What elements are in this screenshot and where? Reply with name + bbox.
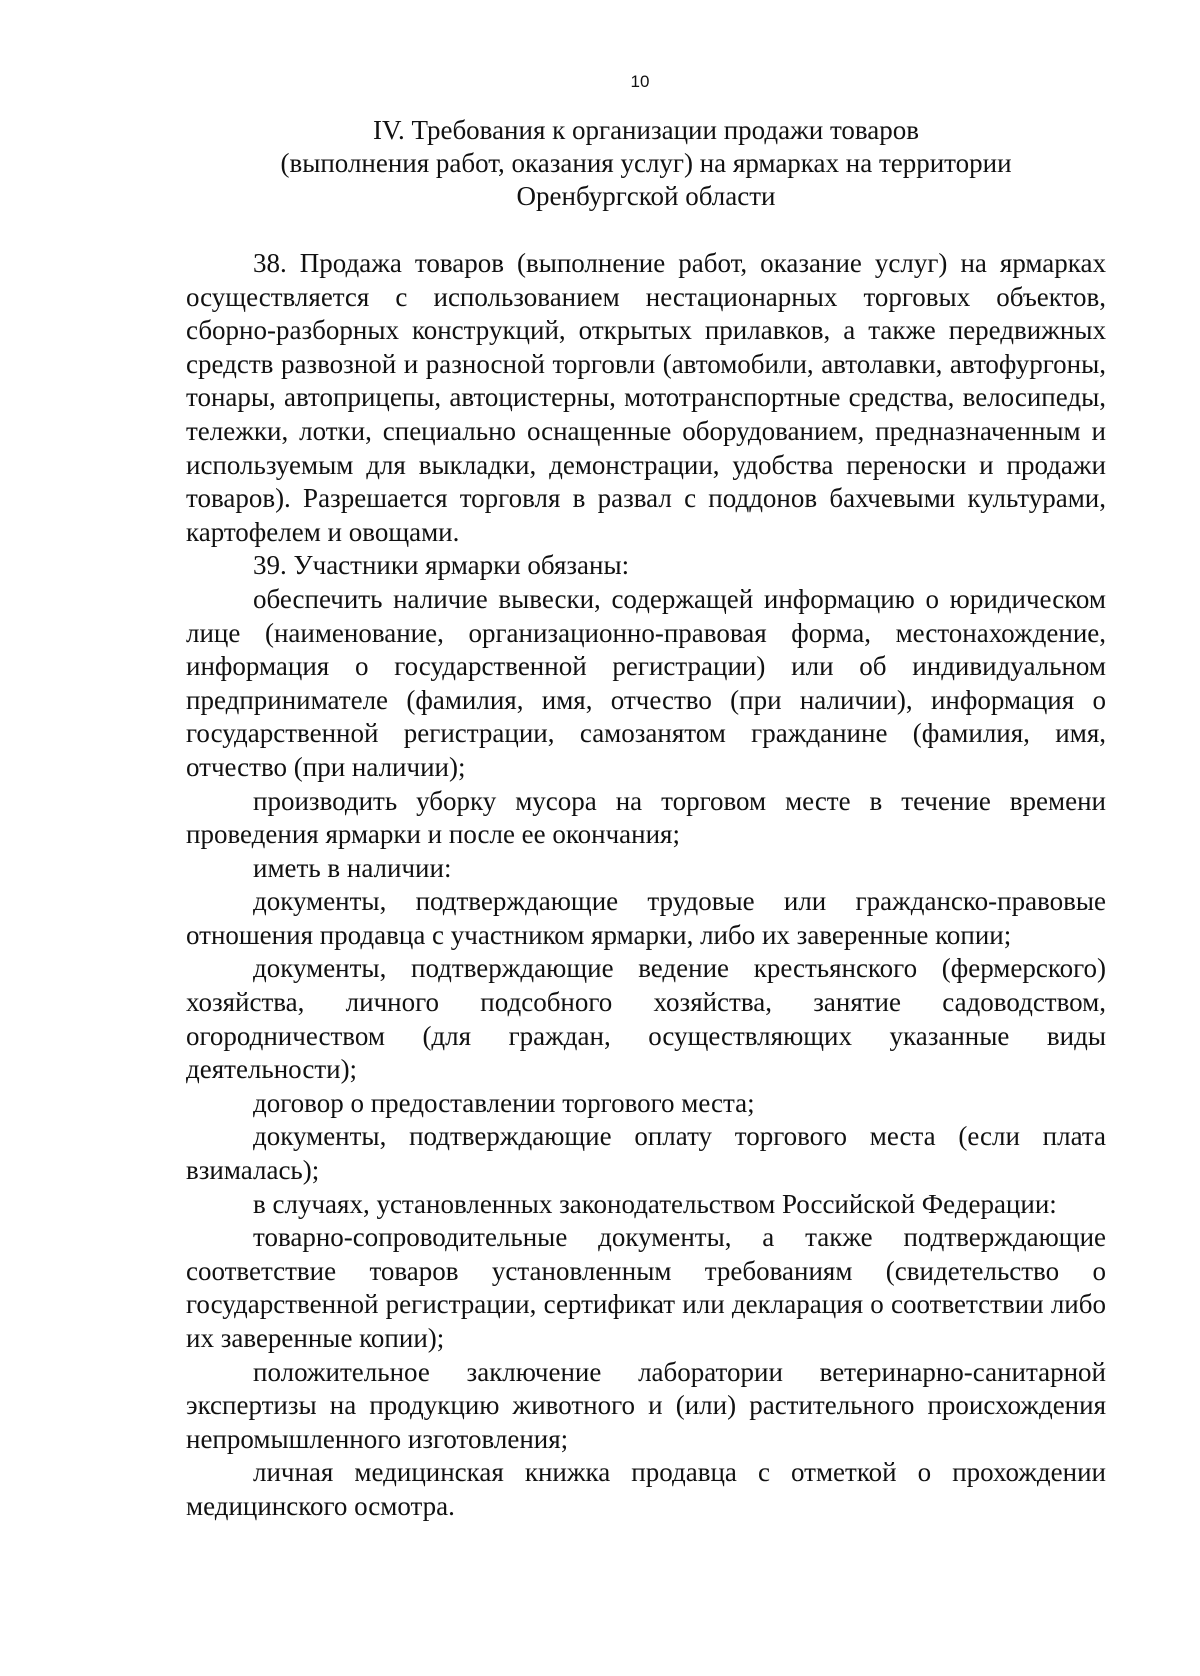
paragraph-place-agreement: договор о предоставлении торгового места;: [253, 1087, 755, 1118]
paragraph-farm-documents: документы, подтверждающие ведение крестьянского (фермерского) хозяйства, личного подсобного хозяйства, занятие садоводством, огородничеством (для граждан, осуществляющих указанные виды деятельности);: [186, 953, 1106, 1085]
section-heading: [186, 114, 1106, 213]
page-number: 10: [630, 72, 650, 91]
paragraph-payment-documents: документы, подтверждающие оплату торгового места (если плата взималась);: [186, 1121, 1106, 1186]
paragraph-labor-documents: документы, подтверждающие трудовые или гражданско-правовые отношения продавца с участником ярмарки, либо их заверенные копии;: [186, 886, 1106, 950]
paragraph-have-available: иметь в наличии:: [253, 852, 452, 883]
paragraph-39: 39. Участники ярмарки обязаны:: [253, 550, 630, 581]
paragraph-shipping-documents: товарно-сопроводительные документы, а также подтверждающие соответствие товаров установленным требованиям (свидетельство о государственной регистрации, сертификат или декларация о соответствии либо их заверенные копии);: [186, 1222, 1106, 1353]
paragraph-medical-book: личная медицинская книжка продавца с отметкой о прохождении медицинского осмотра.: [186, 1457, 1106, 1521]
paragraph-cleanup: производить уборку мусора на торговом месте в течение времени проведения ярмарки и после ее окончания;: [186, 785, 1106, 850]
document-body: [186, 247, 1106, 1524]
section-heading-line-3: Оренбургской области: [516, 181, 776, 211]
paragraph-38: 38. Продажа товаров (выполнение работ, оказание услуг) на ярмарках осуществляется с использованием нестационарных торговых объектов, сборно-разборных конструкций, открытых прилавков, а также передвижных средств развозной и разносной торговли (автомобили, автолавки, автофургоны, тонары, автоприцепы, автоцистерны, мототранспортные средства, велосипеды, тележки, лотки, специально оснащенные оборудованием, предназначенным и используемым для выкладки, демонстрации, удобства переноски и продажи товаров). Разрешается торговля в развал с поддонов бахчевыми культурами, картофелем и овощами.: [186, 248, 1106, 547]
paragraph-legal-cases: в случаях, установленных законодательством Российской Федерации:: [253, 1188, 1057, 1219]
section-heading-line-2: (выполнения работ, оказания услуг) на ярмарках на территории: [280, 148, 1012, 178]
section-heading-line-1: IV. Требования к организации продажи товаров: [372, 115, 920, 145]
paragraph-signboard: обеспечить наличие вывески, содержащей информацию о юридическом лице (наименование, организационно-правовая форма, местонахождение, информация о государственной регистрации) или об индивидуальном предпринимателе (фамилия, имя, отчество (при наличии), информация о государственной регистрации, самозанятом гражданине (фамилия, имя, отчество (при наличии);: [186, 583, 1106, 782]
paragraph-vet-conclusion: положительное заключение лаборатории ветеринарно-санитарной экспертизы на продукцию животного и (или) растительного происхождения непромышленного изготовления;: [186, 1356, 1106, 1454]
